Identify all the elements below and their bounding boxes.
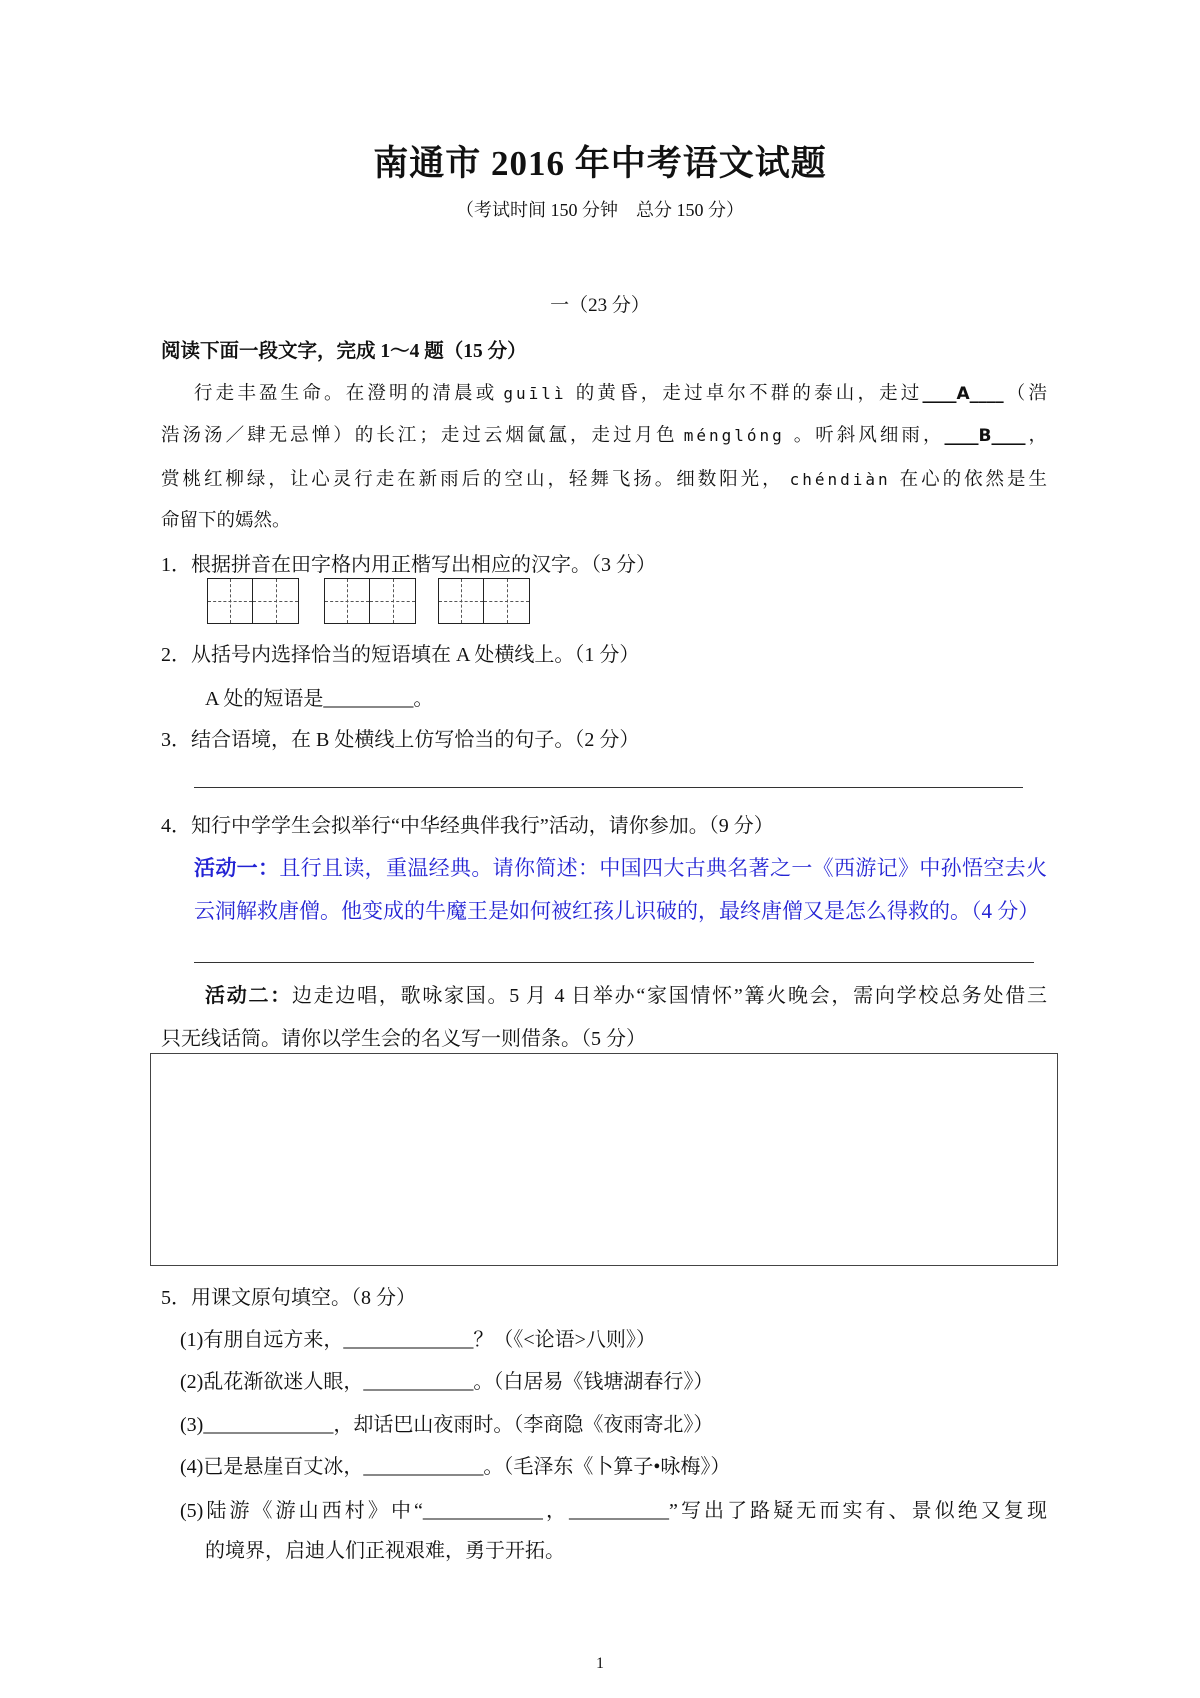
fill-in-item-4: (4)已是悬崖百丈冰，____________。（毛泽东《卜算子•咏梅》） (180, 1456, 731, 1478)
tianzige-group (324, 578, 416, 624)
passage-text: 。听斜风细雨， (790, 425, 945, 446)
fill-in-item-1: (1)有朋自远方来，_____________？（《<论语>八则》） (180, 1329, 656, 1351)
tianzige-cell (370, 578, 416, 624)
activity-2-line-1 (205, 982, 1047, 1010)
question-3-answer-line (194, 787, 1023, 788)
reading-instruction: 阅读下面一段文字，完成 1～4 题（15 分） (161, 341, 527, 362)
activity-1-line-2: 云洞解救唐僧。他变成的牛魔王是如何被红孩儿识破的，最终唐僧又是怎么得救的。（4 分） (194, 899, 1040, 923)
iou-note-answer-box (150, 1053, 1058, 1266)
fill-in-item-3: (3)_____________，却话巴山夜雨时。（李商隐《夜雨寄北》） (180, 1414, 714, 1436)
passage-line-3 (161, 466, 1047, 494)
fill-in-item-5: (5)陆游《游山西村》中“____________，__________”写出了路疑无而实有、景似绝又复现 (180, 1500, 1047, 1522)
passage-line-2 (161, 422, 1047, 450)
passage-text: 的黄昏，走过卓尔不群的泰山，走过 (572, 383, 923, 404)
question-4: 4．知行中学学生会拟举行“中华经典伴我行”活动，请你参加。（9 分） (161, 815, 774, 837)
passage-line-4: 命留下的嫣然。 (161, 510, 291, 531)
pinyin-menglong: ménglóng (683, 426, 785, 445)
pinyin-guili: guīlì (503, 384, 567, 403)
activity-1-answer-line (194, 962, 1034, 963)
passage-text: 行走丰盈生命。在澄明的清晨或 (194, 383, 498, 404)
question-5: 5．用课文原句填空。（8 分） (161, 1287, 416, 1309)
activity-1-text: 且行且读，重温经典。请你简述：中国四大古典名著之一《西游记》中孙悟空去火 (279, 856, 1048, 880)
passage-line-1 (194, 380, 1047, 408)
tianzige-cell (253, 578, 299, 624)
fill-in-item-2: (2)乱花渐欲迷人眼，___________。（白居易《钱塘湖春行》） (180, 1371, 714, 1393)
page-number: 1 (596, 1655, 604, 1672)
tianzige-group (207, 578, 299, 624)
passage-text: 赏桃红柳绿，让心灵行走在新雨后的空山，轻舞飞扬。细数阳光， (161, 469, 784, 490)
activity-2-label: 活动二： (205, 985, 292, 1007)
tianzige-cell (207, 578, 253, 624)
question-2-answer-prompt: A 处的短语是_________。 (205, 688, 434, 710)
blank-b: ____B____ (944, 426, 1026, 446)
pinyin-chendian: chéndiàn (789, 470, 891, 489)
exam-title: 南通市 2016 年中考语文试题 (373, 144, 827, 183)
activity-2-line-2: 只无线话筒。请你以学生会的名义写一则借条。（5 分） (161, 1028, 646, 1050)
question-3: 3．结合语境，在 B 处横线上仿写恰当的句子。（2 分） (161, 729, 640, 751)
passage-text: （浩 (1003, 383, 1047, 404)
exam-duration-and-score: （考试时间 150 分钟 总分 150 分） (456, 200, 744, 220)
question-1: 1．根据拼音在田字格内用正楷写出相应的汉字。（3 分） (161, 554, 656, 576)
passage-text: 在心的依然是生 (896, 469, 1047, 490)
question-2: 2．从括号内选择恰当的短语填在 A 处横线上。（1 分） (161, 644, 640, 666)
section-heading: 一（23 分） (550, 295, 650, 316)
passage-text: 浩汤汤／肆无忌惮）的长江；走过云烟氤氲，走过月色 (161, 425, 678, 446)
activity-2-text: 边走边唱，歌咏家国。5 月 4 日举办“家国情怀”篝火晚会，需向学校总务处借三 (291, 985, 1048, 1007)
fill-in-item-5-continued: 的境界，启迪人们正视艰难，勇于开拓。 (205, 1540, 565, 1562)
activity-1-label: 活动一： (194, 856, 280, 880)
tianzige-group (438, 578, 530, 624)
tianzige-cell (324, 578, 370, 624)
blank-a: ____A____ (922, 384, 1004, 404)
tianzige-cell (438, 578, 484, 624)
activity-1-line-1 (194, 854, 1047, 882)
passage-text: ， (1025, 425, 1047, 446)
tianzige-cell (484, 578, 530, 624)
